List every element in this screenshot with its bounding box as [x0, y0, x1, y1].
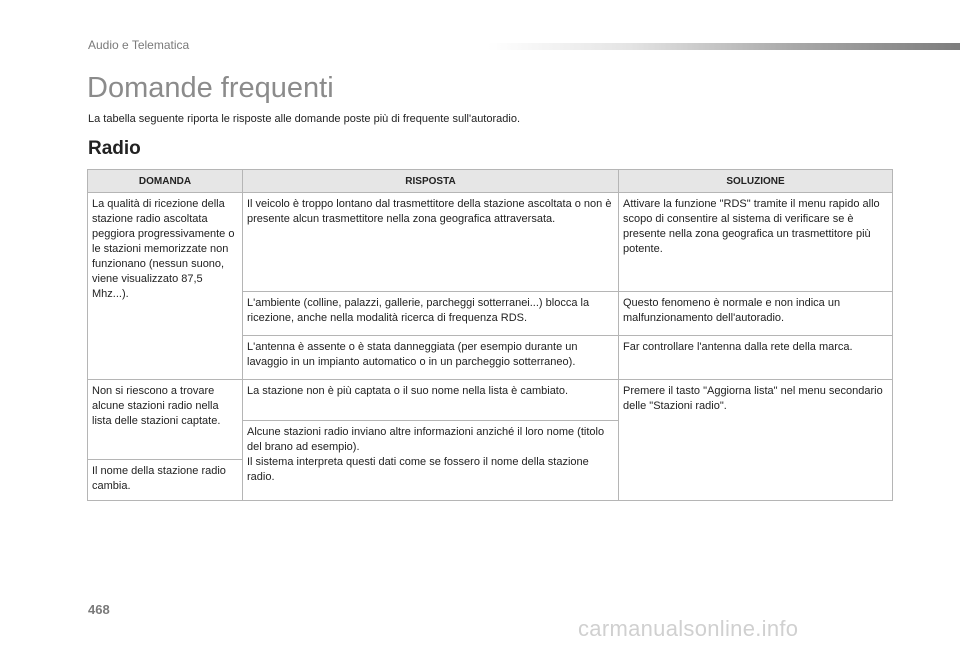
header-decorative-bar: [488, 43, 960, 50]
table-header-row: [88, 170, 893, 193]
table-row: [88, 193, 893, 292]
answer-line: Il sistema interpreta questi dati come se fossero il nome della stazione radio.: [247, 456, 589, 483]
question-cell: Il nome della stazione radio cambia.: [88, 460, 243, 501]
answer-cell: [243, 421, 619, 501]
answer-cell: L'antenna è assente o è stata danneggiata (per esempio durante un lavaggio in un impianto automatico o in un parcheggio sotterraneo).: [243, 336, 619, 380]
intro-text: La tabella seguente riporta le risposte alle domande poste più di frequente sull'autoradio.: [88, 113, 520, 125]
solution-cell: Questo fenomeno è normale e non indica un malfunzionamento dell'autoradio.: [619, 292, 893, 336]
solution-cell: Far controllare l'antenna dalla rete della marca.: [619, 336, 893, 380]
column-header-solution: SOLUZIONE: [619, 170, 893, 193]
table-row: [88, 380, 893, 421]
question-cell: La qualità di ricezione della stazione radio ascoltata peggiora progressivamente o le stazioni memorizzate non funzionano (nessun suono, viene visualizzato 87,5 Mhz...).: [88, 193, 243, 380]
answer-cell: La stazione non è più captata o il suo nome nella lista è cambiato.: [243, 380, 619, 421]
page-number: 468: [88, 602, 110, 617]
section-header-label: Audio e Telematica: [88, 38, 190, 52]
answer-line: Alcune stazioni radio inviano altre informazioni anziché il loro nome (titolo del brano ad esempio).: [247, 426, 605, 453]
answer-cell: Il veicolo è troppo lontano dal trasmettitore della stazione ascoltata o non è presente alcun trasmettitore nella zona geografica attraversata.: [243, 193, 619, 292]
column-header-answer: RISPOSTA: [243, 170, 619, 193]
faq-table: [87, 169, 893, 501]
column-header-question: DOMANDA: [88, 170, 243, 193]
solution-cell: Attivare la funzione "RDS" tramite il menu rapido allo scopo di consentire al sistema di verificare se è presente nella zona geografica un trasmettitore più potente.: [619, 193, 893, 292]
solution-cell: Premere il tasto "Aggiorna lista" nel menu secondario delle "Stazioni radio".: [619, 380, 893, 501]
page-title: Domande frequenti: [87, 72, 334, 104]
question-cell: Non si riescono a trovare alcune stazioni radio nella lista delle stazioni captate.: [88, 380, 243, 460]
answer-cell: L'ambiente (colline, palazzi, gallerie, parcheggi sotterranei...) blocca la ricezione, anche nella modalità ricerca di frequenza RDS.: [243, 292, 619, 336]
section-title: Radio: [88, 138, 141, 159]
watermark-text: carmanualsonline.info: [578, 616, 799, 641]
